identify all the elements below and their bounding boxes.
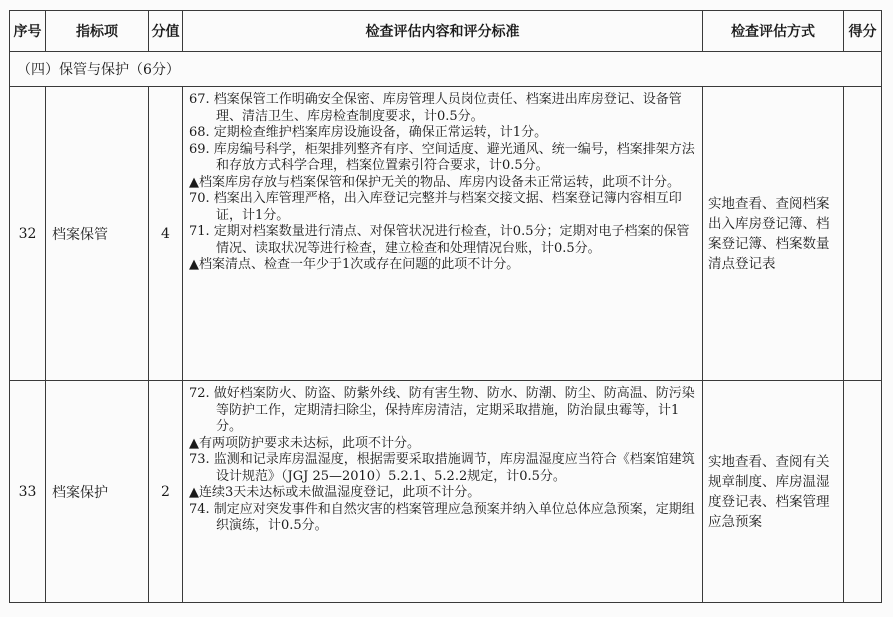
gained-score: [844, 87, 882, 381]
header-method: 检查评估方式: [703, 11, 844, 52]
evaluation-table: [9, 10, 882, 603]
gained-score: [844, 381, 882, 603]
criteria-item: 72. 做好档案防火、防盗、防紫外线、防有害生物、防水、防潮、防尘、防高温、防污染等防护工作，定期清扫除尘，保持库房清洁，定期采取措施，防治鼠虫霉等，计1分。: [189, 386, 695, 434]
header-row: [10, 11, 882, 52]
indicator-name: 档案保护: [46, 381, 149, 603]
criteria-item: 70. 档案出入库管理严格，出入库登记完整并与档案交接文据、档案登记簿内容相互印证，计1分。: [189, 191, 682, 223]
evaluation-method: 实地查看、查阅档案出入库房登记簿、档案登记簿、档案数量清点登记表: [703, 87, 844, 381]
row-number: 33: [10, 381, 46, 603]
indicator-name: 档案保管: [46, 87, 149, 381]
header-score: 分值: [149, 11, 183, 52]
criteria-note: ▲档案清点、检查一年少于1次或存在问题的此项不计分。: [189, 257, 520, 272]
section-title: （四）保管与保护（6分）: [10, 52, 882, 87]
row-number: 32: [10, 87, 46, 381]
criteria-note: ▲连续3天未达标或未做温湿度登记，此项不计分。: [189, 485, 481, 500]
table-row: [10, 381, 882, 603]
score-value: 4: [149, 87, 183, 381]
criteria-item: 73. 监测和记录库房温湿度，根据需要采取措施调节，库房温湿度应当符合《档案馆建筑设计规范》（JGJ 25—2010）5.2.1、5.2.2规定，计0.5分。: [189, 452, 695, 484]
criteria-item: 71. 定期对档案数量进行清点、对保管状况进行检查，计0.5分；定期对电子档案的保管情况、读取状况等进行检查，建立检查和处理情况台账，计0.5分。: [189, 224, 690, 256]
table-row: [10, 87, 882, 381]
section-row: [10, 52, 882, 87]
header-gained: 得分: [844, 11, 882, 52]
criteria-item: 67. 档案保管工作明确安全保密、库房管理人员岗位责任、档案进出库房登记、设备管理、清洁卫生、库房检查制度要求，计0.5分。: [189, 92, 682, 124]
criteria-content: [183, 381, 703, 603]
header-num: 序号: [10, 11, 46, 52]
criteria-item: 74. 制定应对突发事件和自然灾害的档案管理应急预案并纳入单位总体应急预案，定期组织演练，计0.5分。: [189, 501, 695, 533]
criteria-note: ▲有两项防护要求未达标，此项不计分。: [189, 435, 420, 451]
header-content: 检查评估内容和评分标准: [183, 11, 703, 52]
criteria-note: ▲档案库房存放与档案保管和保护无关的物品、库房内设备未正常运转，此项不计分。: [189, 174, 680, 190]
evaluation-method: 实地查看、查阅有关规章制度、库房温湿度登记表、档案管理应急预案: [703, 381, 844, 603]
criteria-item: 69. 库房编号科学，柜架排列整齐有序、空间适度、避光通风、统一编号，档案排架方法和存放方式科学合理，档案位置索引符合要求，计0.5分。: [189, 141, 695, 173]
criteria-item: 68. 定期检查维护档案库房设施设备，确保正常运转，计1分。: [189, 125, 548, 140]
header-indicator: 指标项: [46, 11, 149, 52]
score-value: 2: [149, 381, 183, 603]
criteria-content: [183, 87, 703, 381]
